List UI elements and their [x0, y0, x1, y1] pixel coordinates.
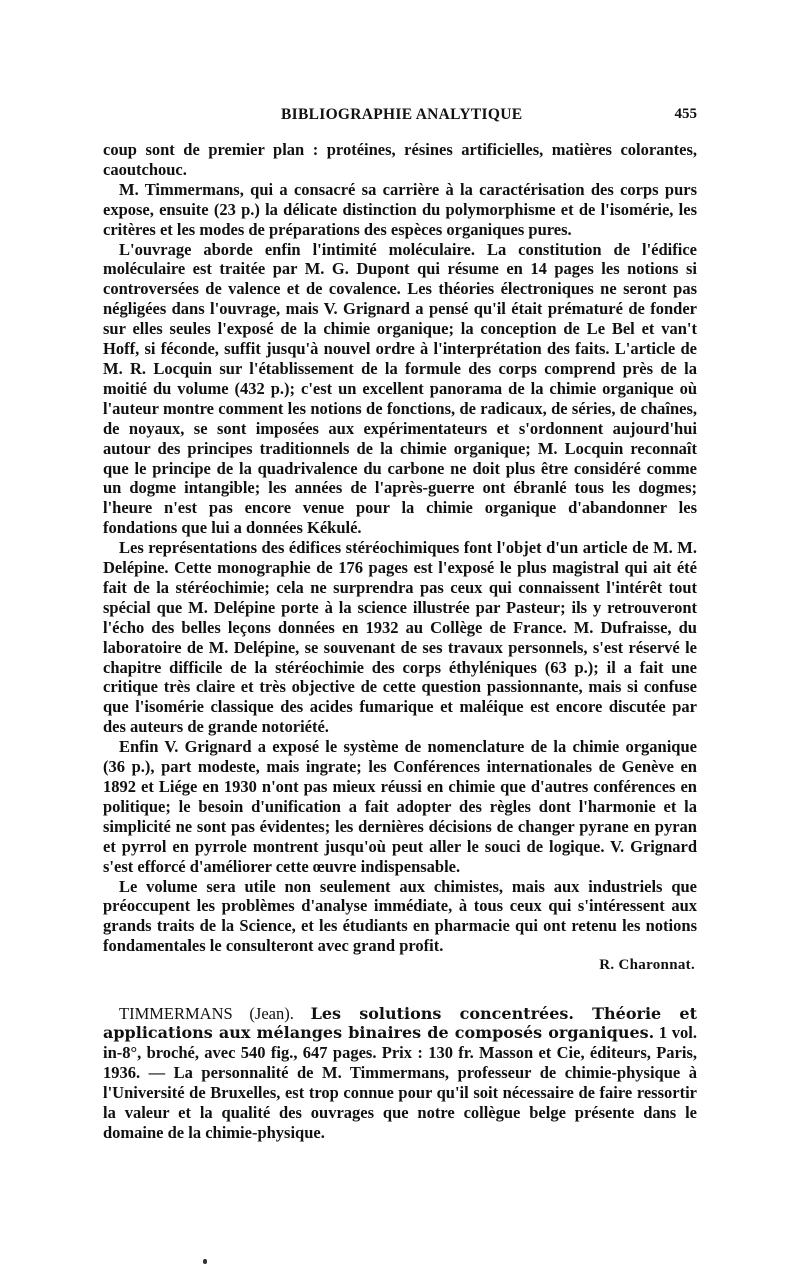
running-head: [103, 106, 697, 128]
running-title: BIBLIOGRAPHIE ANALYTIQUE: [281, 106, 523, 123]
paragraph-5: Enfin V. Grignard a exposé le système de nomenclature de la chimie organique (36 p.), part modeste, mais ingrate; les Conférences internationales de Genève en 1892 et Liége en 1930 n'ont pas mieux réussi en chimie que d'autres conférences en politique; le besoin d'unification a fait adopter des règles dont l'harmonie et la simplicité ne sont pas évidentes; les dernières décisions de changer pyrane en pyran et pyrrol en pyrrole montrent jusqu'où peut aller le souci de logique. V. Grignard s'est efforcé d'améliorer cette œuvre indispensable.: [103, 737, 697, 876]
reviewer-signature: R. Charonnat.: [599, 957, 695, 974]
review-body: [103, 140, 697, 976]
review-text: 1 vol. in-8°, broché, avec 540 fig., 647 pages. Prix : 130 fr. Masson et Cie, éditeurs, Paris, 1936. — La personnalité de M. Timmermans, professeur de chimie-physique à l'Université de Bruxelles, est trop connue pour qu'il soit nécessaire de faire ressortir la valeur et la qualité des ouvrages que notre collègue belge présente dans le domaine de la chimie-physique.: [103, 1023, 698, 1142]
page-number: 455: [674, 106, 697, 122]
paragraph-6: Le volume sera utile non seulement aux chimistes, mais aux industriels que préoccupent les problèmes d'analyse immédiate, à tous ceux qui s'intéressent aux grands traits de la Science, et les étudiants en pharmacie qui ont retenu les notions fondamentales le consulteront avec grand profit.: [103, 876, 697, 956]
printer-mark: [203, 1259, 207, 1264]
paragraph-1: coup sont de premier plan : protéines, résines artificielles, matières colorantes, caoutchouc.: [103, 140, 697, 179]
paragraph-3: L'ouvrage aborde enfin l'intimité moléculaire. La constitution de l'édifice moléculaire est traitée par M. G. Dupont qui résume en 14 pages les notions si controversées de valence et de covalence. Les théories électroniques ne seront pas négligées dans l'ouvrage, mais V. Grignard a pensé qu'il était prématuré de fonder sur elles seules l'exposé de la chimie organique; la conception de Le Bel et van't Hoff, si féconde, suffit jusqu'à nouvel ordre à l'interprétation des faits. L'article de M. R. Locquin sur l'établissement de la formule des corps comprend près de la moitié du volume (432 p.); c'est un excellent panorama de la chimie organique où l'auteur montre comment les notions de fonctions, de radicaux, de séries, de chaînes, de noyaux, se sont imposées aux expérimentateurs et s'ordonnent aujourd'hui autour des principes traditionnels de la chimie organique; M. Locquin reconnaît que le principe de la quadrivalence du carbone ne doit plus être considéré comme un dogme intangible; les années de l'après-guerre ont ébranlé tous les dogmes; l'heure n'est pas encore venue pour la chimie organique d'abandonner les fondations que lui a données Kékulé.: [103, 239, 697, 538]
paragraph-4: Les représentations des édifices stéréochimiques font l'objet d'un article de M. M. Delépine. Cette monographie de 176 pages est l'exposé le plus magistral qui ait été fait de la stéréochimie; cela ne surprendra pas ceux qui connaissent l'intérêt tout spécial que M. Delépine porte à la science illustrée par Pasteur; ils y retrouveront l'écho des belles leçons données en 1932 au Collège de France. M. Dufraisse, du laboratoire de M. Delépine, se souvenant de ses travaux personnels, s'est réservé le chapitre difficile de la stéréochimie des corps éthyléniques (63 p.); il a fait une critique très claire et très objective de cette question passionnante, mais si confuse que l'isomérie classique des acides fumarique et maléique est encore discutée par des auteurs de grande notoriété.: [103, 538, 697, 737]
paragraph-2: M. Timmermans, qui a consacré sa carrière à la caractérisation des corps purs expose, ensuite (23 p.) la délicate distinction du polymorphisme et de l'isomérie, les critères et les modes de préparations des espèces organiques pures.: [103, 179, 697, 239]
review-entry-timmermans: [103, 1004, 697, 1143]
review-author: TIMMERMANS (Jean).: [119, 1003, 294, 1023]
book-title: Les solutions concentrées. Théorie et applications aux mélanges binaires de composés organiques.: [103, 1003, 697, 1043]
